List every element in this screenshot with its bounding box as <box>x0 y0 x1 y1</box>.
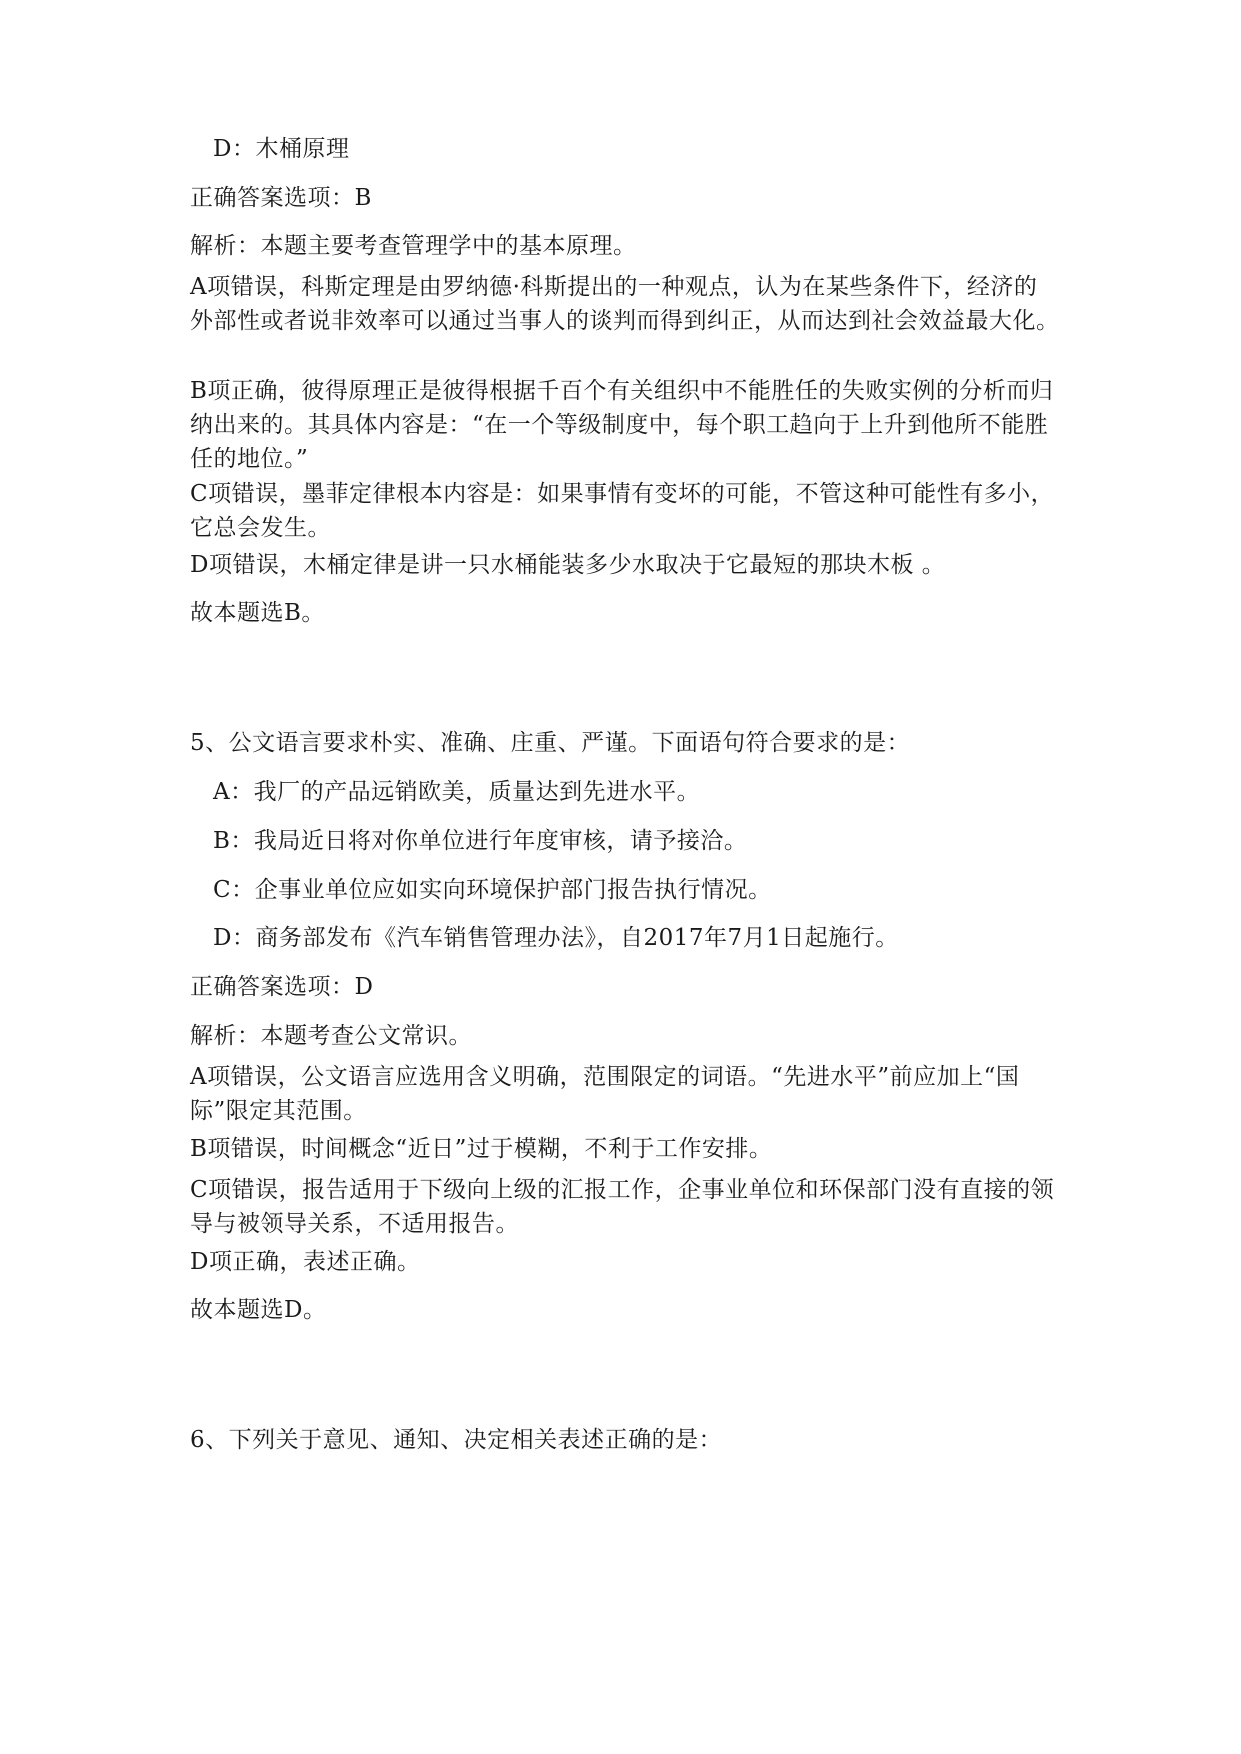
q4-analysis-b: B项正确，彼得原理正是彼得根据千百个有关组织中不能胜任的失败实例的分析而归纳出来的。其具体内容是：“在一个等级制度中，每个职工趋向于上升到他所不能胜任的地位。” <box>190 378 1054 472</box>
q5-analysis-d: D项正确，表述正确。 <box>190 1249 421 1275</box>
q5-stem: 5、公文语言要求朴实、准确、庄重、严谨。下面语句符合要求的是： <box>190 730 911 756</box>
q4-option-d: D：木桶原理 <box>213 136 350 162</box>
q5-analysis-b: B项错误，时间概念“近日”过于模糊，不利于工作安排。 <box>190 1136 773 1162</box>
q5-answer: 正确答案选项：D <box>190 974 374 1000</box>
q5-option-d: D：商务部发布《汽车销售管理办法》，自2017年7月1日起施行。 <box>213 925 899 951</box>
q5-analysis-intro: 解析：本题考查公文常识。 <box>190 1023 472 1049</box>
q5-option-b: B：我局近日将对你单位进行年度审核，请予接洽。 <box>213 828 748 854</box>
q5-option-c: C：企事业单位应如实向环境保护部门报告执行情况。 <box>213 877 772 903</box>
q4-analysis-a: A项错误，科斯定理是由罗纳德·科斯提出的一种观点，认为在某些条件下，经济的外部性或者说非效率可以通过当事人的谈判而得到纠正，从而达到社会效益最大化。 <box>190 274 1060 334</box>
q5-analysis-a: A项错误，公文语言应选用含义明确，范围限定的词语。“先进水平”前应加上“国际”限定其范围。 <box>190 1064 1020 1124</box>
q4-analysis-c: C项错误，墨菲定律根本内容是：如果事情有变坏的可能，不管这种可能性有多小，它总会发生。 <box>190 481 1055 541</box>
q4-analysis-d: D项错误，木桶定律是讲一只水桶能装多少水取决于它最短的那块木板 。 <box>190 552 946 578</box>
q5-option-a: A：我厂的产品远销欧美，质量达到先进水平。 <box>213 779 701 805</box>
q5-analysis-c: C项错误，报告适用于下级向上级的汇报工作，企事业单位和环保部门没有直接的领导与被领导关系，不适用报告。 <box>190 1177 1055 1237</box>
q5-conclusion: 故本题选D。 <box>190 1297 327 1323</box>
q4-analysis-intro: 解析：本题主要考查管理学中的基本原理。 <box>190 233 637 259</box>
q4-answer: 正确答案选项：B <box>190 185 372 211</box>
q6-stem: 6、下列关于意见、通知、决定相关表述正确的是： <box>190 1427 723 1453</box>
q4-conclusion: 故本题选B。 <box>190 600 325 626</box>
